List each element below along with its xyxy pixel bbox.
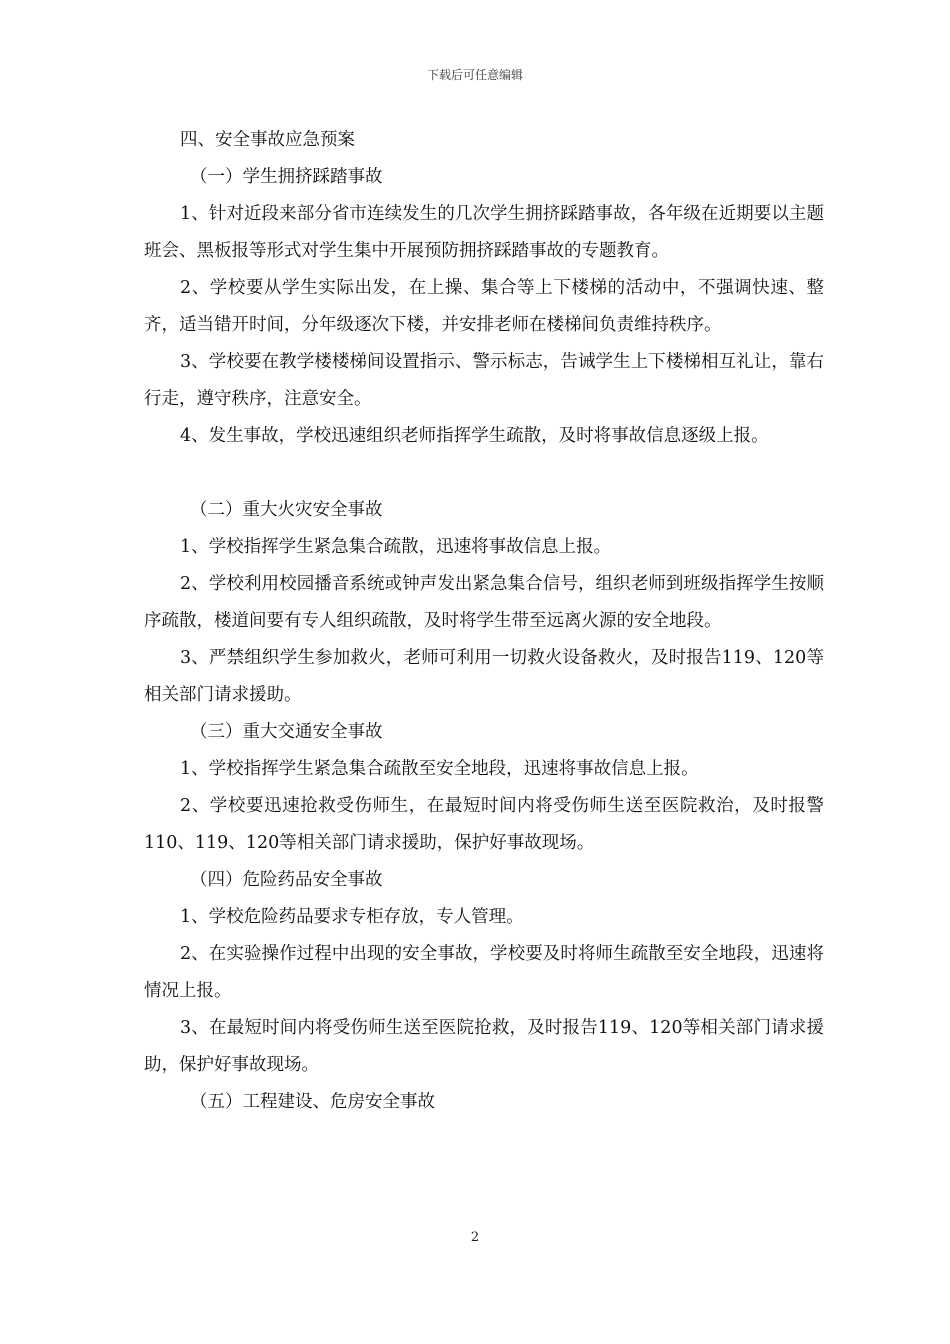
paragraph: 2、学校利用校园播音系统或钟声发出紧急集合信号，组织老师到班级指挥学生按顺序疏散，楼道间要有专人组织疏散，及时将学生带至远离火源的安全地段。: [144, 574, 824, 631]
section-heading-4: （四）危险药品安全事故: [190, 870, 383, 890]
document-title: 四、安全事故应急预案: [180, 130, 355, 150]
paragraph: 2、学校要从学生实际出发，在上操、集合等上下楼梯的活动中，不强调快速、整齐，适当错开时间，分年级逐次下楼，并安排老师在楼梯间负责维持秩序。: [144, 278, 824, 335]
paragraph: 4、发生事故，学校迅速组织老师指挥学生疏散，及时将事故信息逐级上报。: [180, 426, 769, 446]
paragraph: 1、学校危险药品要求专柜存放，专人管理。: [180, 907, 524, 927]
section-heading-5: （五）工程建设、危房安全事故: [190, 1092, 435, 1112]
paragraph: 3、在最短时间内将受伤师生送至医院抢救，及时报告119、120等相关部门请求援助，保护好事故现场。: [144, 1018, 824, 1075]
paragraph: 1、学校指挥学生紧急集合疏散至安全地段，迅速将事故信息上报。: [180, 759, 699, 779]
paragraph: 2、在实验操作过程中出现的安全事故，学校要及时将师生疏散至安全地段，迅速将情况上报。: [144, 944, 824, 1001]
page-number: 2: [470, 1230, 480, 1245]
section-heading-3: （三）重大交通安全事故: [190, 722, 383, 742]
paragraph: 3、严禁组织学生参加救火，老师可利用一切救火设备救火，及时报告119、120等相关部门请求援助。: [144, 648, 824, 705]
page-header-note: 下载后可任意编辑: [426, 68, 523, 82]
paragraph: 1、学校指挥学生紧急集合疏散，迅速将事故信息上报。: [180, 537, 612, 557]
section-heading-2: （二）重大火灾安全事故: [190, 500, 383, 520]
paragraph: 2、学校要迅速抢救受伤师生，在最短时间内将受伤师生送至医院救治，及时报警110、119、120等相关部门请求援助，保护好事故现场。: [144, 796, 824, 853]
paragraph: 3、学校要在教学楼楼梯间设置指示、警示标志，告诫学生上下楼梯相互礼让，靠右行走，遵守秩序，注意安全。: [144, 352, 824, 409]
document-body: [144, 122, 824, 1121]
section-heading-1: （一）学生拥挤踩踏事故: [190, 167, 383, 187]
paragraph: 1、针对近段来部分省市连续发生的几次学生拥挤踩踏事故，各年级在近期要以主题班会、黑板报等形式对学生集中开展预防拥挤踩踏事故的专题教育。: [144, 204, 824, 261]
